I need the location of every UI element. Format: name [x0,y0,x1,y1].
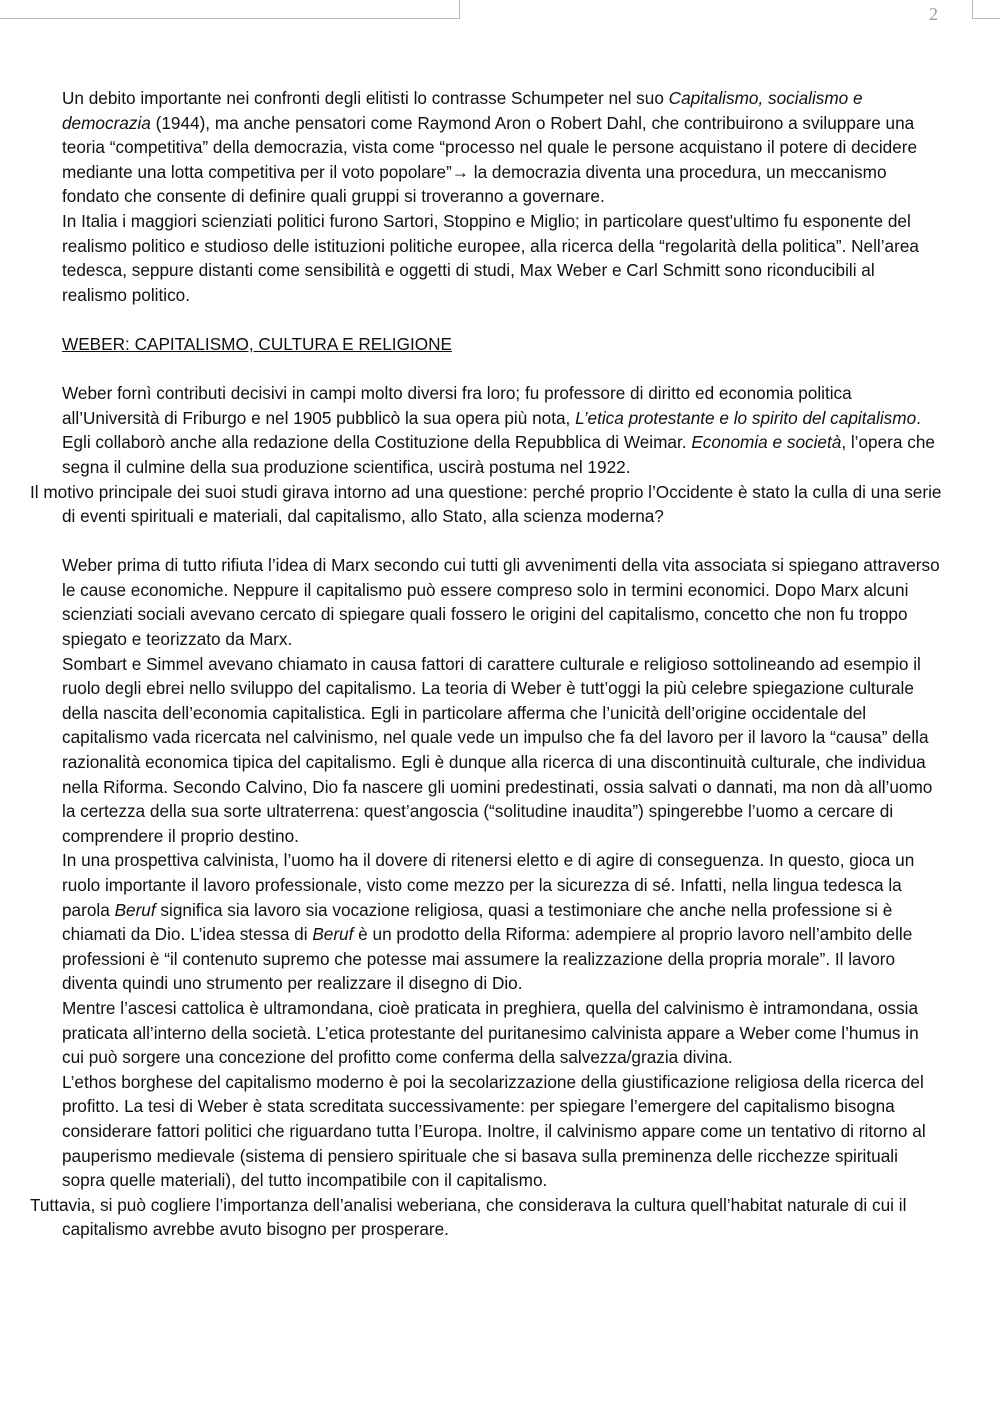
text-run: Weber prima di tutto rifiuta l’idea di Marx secondo cui tutti gli avvenimenti della vita associata si spiegano attraverso le cause economiche. Neppure il capitalismo può essere compreso solo in termini economici. Dopo Marx alcuni scienziati sociali avevano cercato di spiegare quali fossero le origini del capitalismo, concetto che non fu troppo spiegato e teorizzato da Marx. [62,555,940,650]
text-run: significa sia lavoro sia vocazione religiosa, quasi a testimoniare che anche nella professione si è chiamati da Dio. L’idea stessa di [62,899,893,945]
text-run: Sombart e Simmel avevano chiamato in causa fattori di carattere culturale e religioso sottolineando ad esempio il ruolo degli ebrei nello sviluppo del capitalismo. La teoria di Weber è tutt’oggi la più celebre spiegazione culturale della nascita dell’economia capitalistica. Egli in particolare afferma che l’unicità dell’origine occidentale del capitalismo vada ricercata nel calvinismo, nel quale vede un impulso che fa del lavoro per il lavoro la “causa” della razionalità economica tipica del capitalismo. Egli è dunque alla ricerca di una discontinuità culturale, che individua nella Riforma. Secondo Calvino, Dio fa nascere gli uomini predestinati, ossia salvati o dannati, ma non dà all’uomo la certezza della sua sorte ultraterrena: quest’angoscia (“solitudine inaudita”) spingerebbe l’uomo a cercare di comprendere il proprio destino. [62,653,933,846]
header-rule [0,18,460,19]
italic-text: Beruf [312,924,354,945]
page-number: 2 [929,4,938,24]
header-rule-right [972,18,1000,19]
paragraph [30,86,942,209]
text-run: è un prodotto della Riforma: adempiere al proprio lavoro nell’ambito delle professioni è “il contenuto supremo che potesse mai assumere la realizzazione della propria morale”. Il lavoro diventa quindi uno strumento per realizzare il disegno di Dio. [62,924,913,994]
text-run: . Egli collaborò anche alla redazione della Costituzione della Repubblica di Weimar. [62,407,921,453]
blank-line [30,529,942,554]
text-run: , l’opera che segna il culmine della sua produzione scientifica, uscirà postuma nel 1922. [62,432,935,477]
text-run: Il motivo principale dei suoi studi girava intorno ad una questione: perché proprio l’Occidente è stato la culla di una serie di eventi spirituali e materiali, dal capitalismo, allo Stato, alla scienza moderna? [30,481,942,527]
text-run: (1944), ma anche pensatori come Raymond Aron o Robert Dahl, che contribuirono a sviluppare una teoria “competitiva” della democrazia, vista come “processo nel quale le persone acquistano il potere di decidere mediante una lotta competitiva per il voto popolare”→ la democrazia diventa una procedura, un meccanismo fondato che consente di definire quali gruppi si troveranno a governare. [62,112,918,207]
paragraph [30,209,942,307]
text-run: Mentre l’ascesi cattolica è ultramondana, cioè praticata in preghiera, quella del calvinismo è intramondana, ossia praticata all’interno della società. L’etica protestante del puritanesimo calvinista appare a Weber come l’humus in cui può sorgere una concezione del profitto come conferma della salvezza/grazia divina. [62,997,919,1068]
header-rule-tick [459,0,460,19]
italic-text: Capitalismo, socialismo e democrazia [62,88,863,133]
text-run: In Italia i maggiori scienziati politici furono Sartori, Stoppino e Miglio; in particolare quest'ultimo fu esponente del realismo politico e studioso delle istituzioni politiche europee, alla ricerca della “regolarità della politica”. Nell’area tedesca, seppure distanti come sensibilità e oggetti di studi, Max Weber e Carl Schmitt sono riconducibili al realismo politico. [62,210,919,305]
paragraph [30,381,942,479]
text-run: WEBER: CAPITALISMO, CULTURA E RELIGIONE [62,333,452,354]
italic-text: L’etica protestante e lo spirito del capitalismo [575,407,917,428]
paragraph [30,1193,942,1242]
paragraph [30,848,942,996]
text-run: Weber fornì contributi decisivi in campi molto diversi fra loro; fu professore di diritto ed economia politica all’Università di Friburgo e nel 1905 pubblicò la sua opera più nota, [62,383,852,428]
paragraph [30,996,942,1070]
text-run: In una prospettiva calvinista, l’uomo ha il dovere di ritenersi eletto e di agire di conseguenza. In questo, gioca un ruolo importante il lavoro professionale, visto come mezzo per la sicurezza di sé. Infatti, nella lingua tedesca la parola [62,850,915,920]
italic-text: Economia e società [691,432,842,453]
paragraph [30,652,942,849]
blank-line [30,307,942,332]
paragraph [30,1070,942,1193]
header-rule-right-tick [972,0,973,19]
text-run: L’ethos borghese del capitalismo moderno è poi la secolarizzazione della giustificazione religiosa della ricerca del profitto. La tesi di Weber è stata screditata successivamente: per spiegare l’emergere del capitalismo bisogna considerare fattori politici che riguardano tutta l’Europa. Inoltre, il calvinismo appare come un tentativo di ritorno al pauperismo medievale (sistema di pensiero spirituale che si basava sulla preminenza delle ricchezze spirituali sopra quelle materiali), del tutto incompatibile con il capitalismo. [62,1071,926,1191]
italic-text: Beruf [114,899,156,920]
text-run: Tuttavia, si può cogliere l’importanza dell’analisi weberiana, che considerava la cultura quell’habitat naturale di cui il capitalismo avrebbe avuto bisogno per prosperare. [30,1194,907,1240]
paragraph [30,480,942,529]
paragraph [30,553,942,651]
text-run: Un debito importante nei confronti degli elitisti lo contrasse Schumpeter nel suo [62,88,669,108]
section-heading [30,332,942,357]
blank-line [30,357,942,382]
document-body [30,86,942,1242]
